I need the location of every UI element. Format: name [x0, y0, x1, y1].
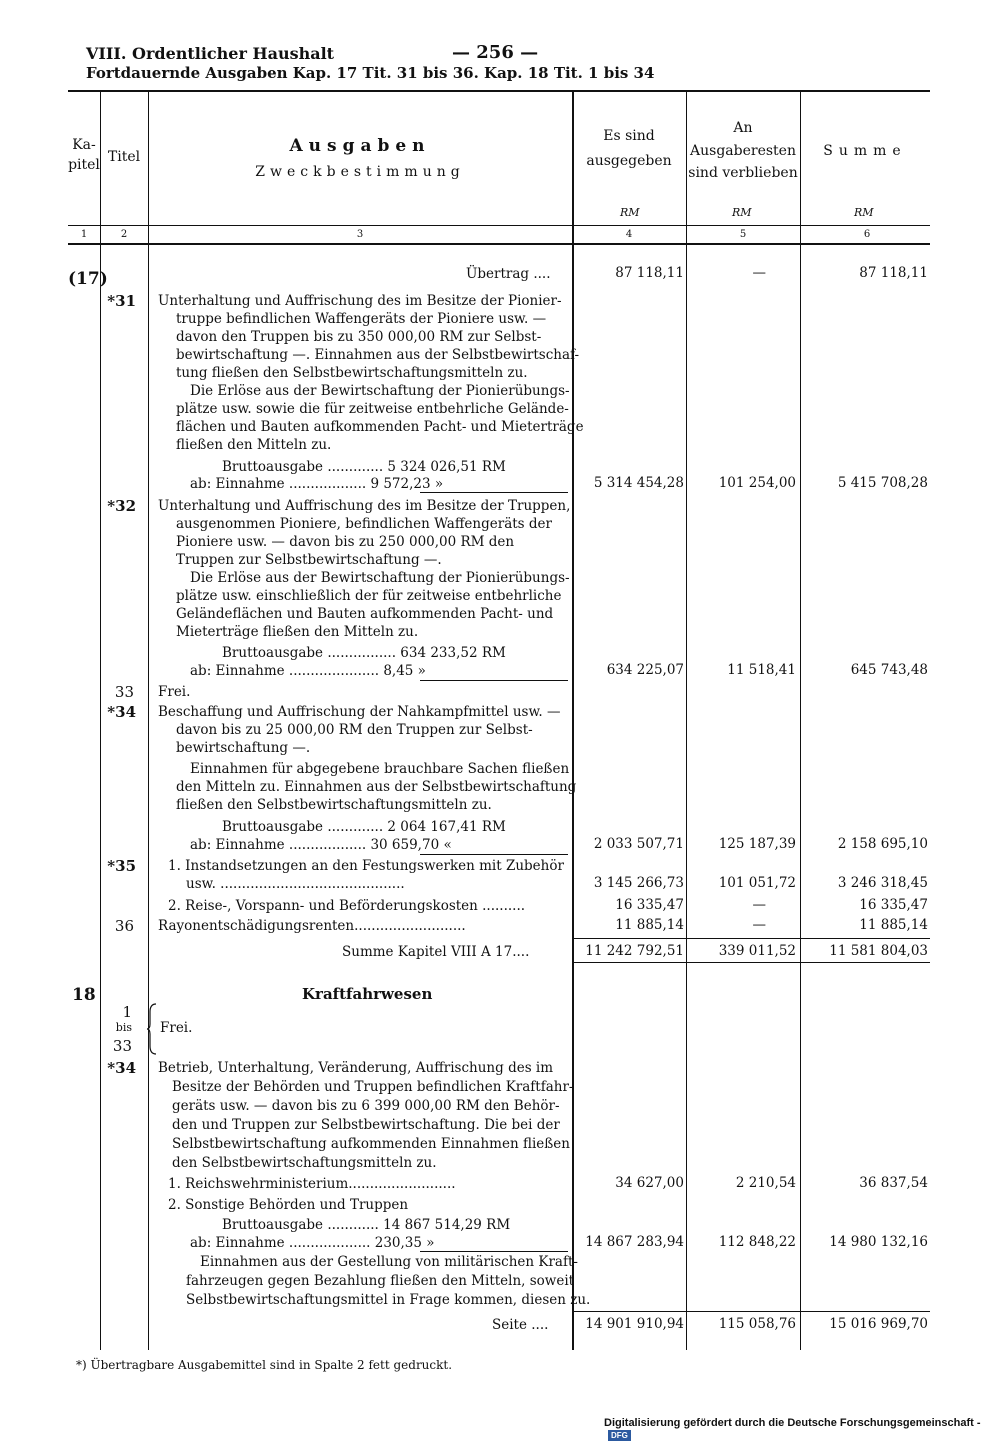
k34-2-col6: 14 980 132,16: [829, 1234, 928, 1250]
t34-line-1: Beschaffung und Auffrischung der Nahkampfmittel usw. —: [158, 704, 561, 720]
titel-33-k18: 33: [112, 1037, 132, 1055]
colnum-6: 6: [863, 229, 871, 240]
summe17-col6: 11 581 804,03: [829, 943, 928, 959]
t31-line-9: fließen den Mitteln zu.: [176, 437, 332, 453]
t32-line-4: Truppen zur Selbstbewirtschaftung —.: [176, 552, 442, 568]
t32-line-8: Mieterträge fließen den Mitteln zu.: [176, 624, 419, 640]
t31-brutto: Bruttoausgabe ............. 5 324 026,51 RM: [222, 459, 506, 475]
k34-line-4: den und Truppen zur Selbstbewirtschaftung. Die bei der: [172, 1117, 560, 1133]
colnum-4: 4: [625, 229, 633, 240]
t35-item1-a: 1. Instandsetzungen an den Festungswerken mit Zubehör: [168, 858, 564, 874]
t32-col6: 645 743,48: [850, 662, 928, 678]
digitization-text: Digitalisierung gefördert durch die Deutsche Forschungsgemeinschaft -: [604, 1417, 981, 1429]
seite-label: Seite ....: [492, 1317, 549, 1333]
t35-1-col5: 101 051,72: [718, 875, 796, 891]
k34-item2: 2. Sonstige Behörden und Truppen: [168, 1197, 409, 1213]
t32-line-2: ausgenommen Pioniere, befindlichen Waffengeräts der: [176, 516, 552, 532]
dfg-logo: DFG: [608, 1430, 631, 1441]
col-zweck: Zweckbestimmung: [255, 164, 465, 180]
k18-frei: Frei.: [160, 1020, 193, 1036]
k34-2-col5: 112 848,22: [718, 1234, 796, 1250]
k34-item1: 1. Reichswehrministerium.........................: [168, 1176, 456, 1192]
seite-col5: 115 058,76: [718, 1316, 796, 1332]
t35-2-col5: —: [752, 897, 766, 913]
section-title: VIII. Ordentlicher Haushalt: [86, 44, 335, 63]
col-ausgegeben-2: ausgegeben: [586, 153, 672, 169]
k34-line-2: Besitze der Behörden und Truppen befindlichen Kraftfahr-: [172, 1079, 574, 1095]
t35-2-col4: 16 335,47: [615, 897, 684, 913]
t31-col5: 101 254,00: [718, 475, 796, 491]
t34-einnahme: ab: Einnahme .................. 30 659,70 «: [190, 837, 452, 853]
t31-line-2: truppe befindlichen Waffengeräts der Pioniere usw. —: [176, 311, 547, 327]
t36-text: Rayonentschädigungsrenten..........................: [158, 918, 466, 934]
k34-2-col4: 14 867 283,94: [585, 1234, 684, 1250]
k34-note-2: fahrzeugen gegen Bezahlung fließen den Mitteln, soweit: [186, 1273, 575, 1289]
col-divider-5: [800, 90, 801, 1350]
t35-1-col6: 3 246 318,45: [837, 875, 928, 891]
kapitel-17: (17): [68, 269, 108, 289]
t34-line-2: davon bis zu 25 000,00 RM den Truppen zur Selbst-: [176, 722, 533, 738]
t34-rule: [420, 854, 568, 855]
page-number: — 256 —: [452, 42, 539, 63]
seite-top-rule: [572, 1311, 930, 1312]
k34-1-col4: 34 627,00: [615, 1175, 684, 1191]
col-titel: Titel: [107, 149, 141, 165]
t31-line-1: Unterhaltung und Auffrischung des im Besitze der Pionier-: [158, 293, 562, 309]
titel-34: *34: [107, 703, 136, 721]
col-reste-3: sind verblieben: [688, 165, 798, 181]
k34-line-5: Selbstbewirtschaftung aufkommenden Einnahmen fließen: [172, 1136, 570, 1152]
titel-34-k18: *34: [107, 1059, 136, 1077]
col-divider-3: [572, 90, 574, 1350]
t36-col5: —: [752, 917, 766, 933]
summe17-col4: 11 242 792,51: [585, 943, 684, 959]
colnum-3: 3: [356, 229, 364, 240]
t32-col5: 11 518,41: [727, 662, 796, 678]
t34-line-4: Einnahmen für abgegebene brauchbare Sachen fließen: [190, 761, 570, 777]
t34-line-3: bewirtschaftung —.: [176, 740, 311, 756]
unit-col4: RM: [620, 206, 640, 219]
col-reste-1: An: [733, 120, 753, 136]
footnote: *) Übertragbare Ausgabemittel sind in Spalte 2 fett gedruckt.: [76, 1358, 453, 1372]
t35-1-col4: 3 145 266,73: [593, 875, 684, 891]
t36-col6: 11 885,14: [859, 917, 928, 933]
kapitel-18: 18: [72, 985, 96, 1005]
t31-col4: 5 314 454,28: [593, 475, 684, 491]
t33-text: Frei.: [158, 684, 191, 700]
k34-1-col5: 2 210,54: [735, 1175, 796, 1191]
t34-line-5: den Mitteln zu. Einnahmen aus der Selbstbewirtschaftung: [176, 779, 577, 795]
col-ausgaben: Ausgaben: [289, 136, 431, 156]
t32-col4: 634 225,07: [606, 662, 684, 678]
col-divider-2: [148, 90, 149, 1350]
colnum-1: 1: [80, 229, 88, 240]
uebertrag-col6: 87 118,11: [859, 265, 928, 281]
col-divider-4: [686, 90, 687, 1350]
seite-col6: 15 016 969,70: [829, 1316, 928, 1332]
t32-rule: [420, 680, 568, 681]
t32-line-7: Geländeflächen und Bauten aufkommenden Pacht- und: [176, 606, 554, 622]
kraftfahrwesen-heading: Kraftfahrwesen: [302, 985, 433, 1003]
t34-col5: 125 187,39: [718, 836, 796, 852]
col-ausgegeben-1: Es sind: [603, 128, 655, 144]
t34-brutto: Bruttoausgabe ............. 2 064 167,41 RM: [222, 819, 506, 835]
t35-item2: 2. Reise-, Vorspann- und Beförderungskosten ..........: [168, 898, 526, 914]
t32-line-1: Unterhaltung und Auffrischung des im Besitze der Truppen,: [158, 498, 571, 514]
unit-col6: RM: [854, 206, 874, 219]
colnum-2: 2: [120, 229, 128, 240]
summe-17-label: Summe Kapitel VIII A 17....: [342, 944, 530, 960]
t32-einnahme: ab: Einnahme ..................... 8,45 »: [190, 663, 426, 679]
sum17-top-rule: [572, 938, 930, 939]
titel-36: 36: [114, 917, 134, 935]
titel-1: 1: [122, 1003, 132, 1021]
t35-item1-b: usw. ...........................................: [186, 876, 405, 892]
t31-einnahme: ab: Einnahme .................. 9 572,23 »: [190, 476, 444, 492]
page-subtitle: Fortdauernde Ausgaben Kap. 17 Tit. 31 bis 36. Kap. 18 Tit. 1 bis 34: [86, 64, 655, 82]
summe17-col5: 339 011,52: [718, 943, 796, 959]
t36-col4: 11 885,14: [615, 917, 684, 933]
k34-line-3: geräts usw. — davon bis zu 6 399 000,00 RM den Behör-: [172, 1098, 560, 1114]
titel-35: *35: [107, 857, 136, 875]
colnum-5: 5: [739, 229, 747, 240]
t31-line-6: Die Erlöse aus der Bewirtschaftung der Pionierübungs-: [190, 383, 570, 399]
t34-col4: 2 033 507,71: [593, 836, 684, 852]
t31-line-7: plätze usw. sowie die für zeitweise entbehrliche Gelände-: [176, 401, 569, 417]
digitization-credit: [604, 1417, 1000, 1441]
k34-rule: [420, 1251, 568, 1252]
t32-line-3: Pioniere usw. — davon bis zu 250 000,00 RM den: [176, 534, 515, 550]
titel-33: 33: [114, 683, 134, 701]
k34-line-1: Betrieb, Unterhaltung, Veränderung, Auffrischung des im: [158, 1060, 554, 1076]
uebertrag-label: Übertrag ....: [466, 266, 551, 282]
uebertrag-col4: 87 118,11: [615, 265, 684, 281]
col-kapitel: Ka- pitel: [68, 137, 100, 173]
sum17-bottom-rule: [572, 962, 930, 963]
uebertrag-col5: —: [752, 265, 766, 281]
k34-brutto: Bruttoausgabe ............ 14 867 514,29 RM: [222, 1217, 511, 1233]
k34-line-6: den Selbstbewirtschaftungsmitteln zu.: [172, 1155, 437, 1171]
col-reste-2: Ausgaberesten: [690, 143, 796, 159]
t31-col6: 5 415 708,28: [837, 475, 928, 491]
t34-line-6: fließen den Selbstbewirtschaftungsmitteln zu.: [176, 797, 492, 813]
titel-31: *31: [107, 292, 136, 310]
k34-1-col6: 36 837,54: [859, 1175, 928, 1191]
k34-note-1: Einnahmen aus der Gestellung von militärischen Kraft-: [200, 1254, 578, 1270]
t32-line-5: Die Erlöse aus der Bewirtschaftung der Pionierübungs-: [190, 570, 570, 586]
t35-2-col6: 16 335,47: [859, 897, 928, 913]
k34-note-3: Selbstbewirtschaftungsmittel in Frage kommen, diesen zu.: [186, 1292, 591, 1308]
t31-rule: [420, 492, 568, 493]
brace-icon: [146, 1002, 158, 1056]
t31-line-3: davon den Truppen bis zu 350 000,00 RM zur Selbst-: [176, 329, 542, 345]
seite-col4: 14 901 910,94: [585, 1316, 684, 1332]
unit-col5: RM: [732, 206, 752, 219]
t32-line-6: plätze usw. einschließlich der für zeitweise entbehrliche: [176, 588, 562, 604]
t31-line-8: flächen und Bauten aufkommenden Pacht- und Mieterträge: [176, 419, 584, 435]
t32-brutto: Bruttoausgabe ................ 634 233,52 RM: [222, 645, 506, 661]
t34-col6: 2 158 695,10: [837, 836, 928, 852]
t31-line-4: bewirtschaftung —. Einnahmen aus der Selbstbewirtschaf-: [176, 347, 580, 363]
col-summe: Summe: [823, 143, 907, 159]
titel-32: *32: [107, 497, 136, 515]
titel-bis: bis: [115, 1021, 132, 1034]
t31-line-5: tung fließen den Selbstbewirtschaftungsmitteln zu.: [176, 365, 528, 381]
k34-einnahme: ab: Einnahme ................... 230,35 »: [190, 1235, 435, 1251]
